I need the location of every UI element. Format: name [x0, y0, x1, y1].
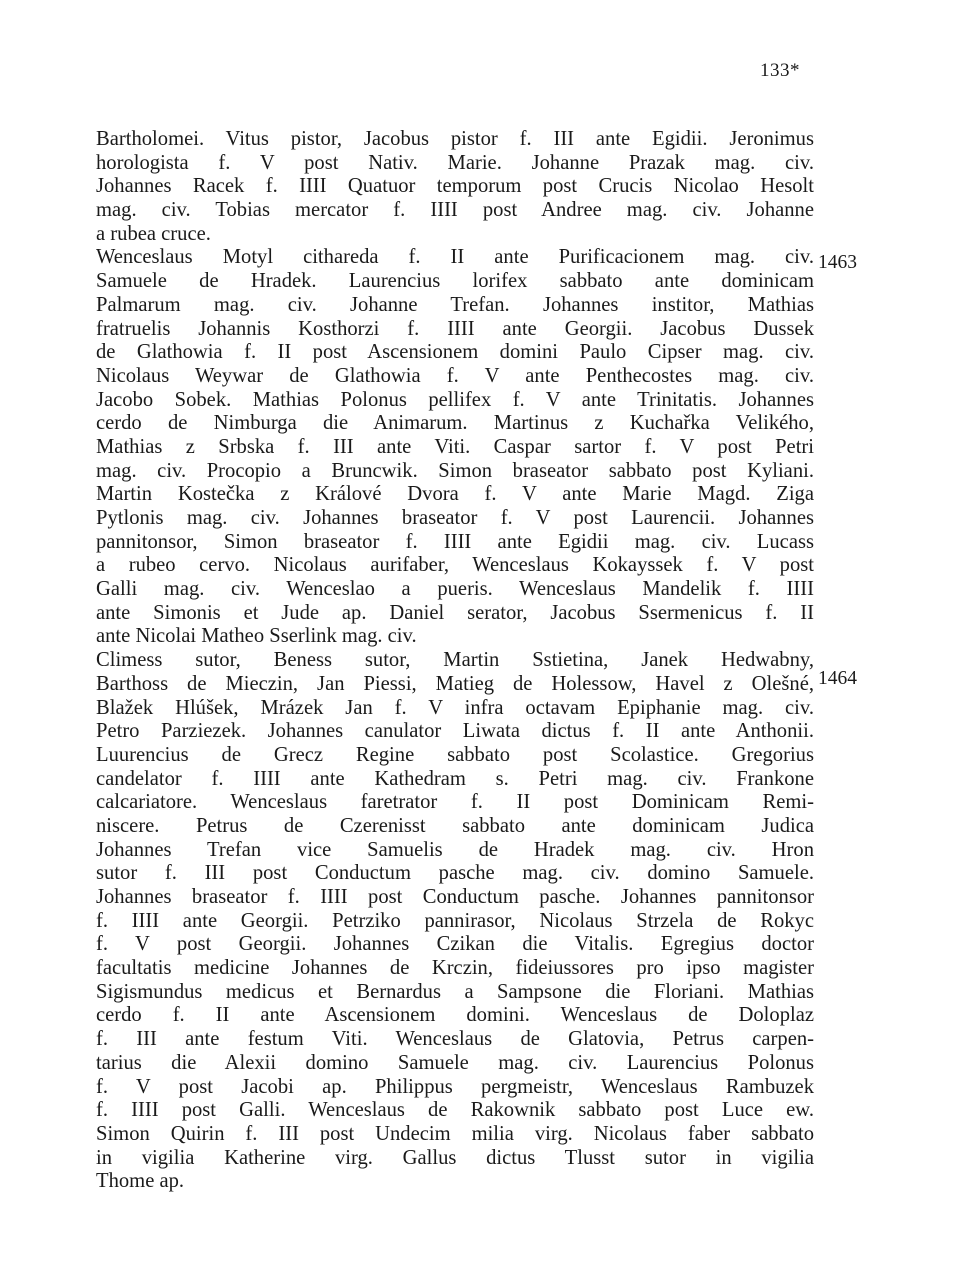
text-line: Johannes Trefan vice Samuelis de Hradek mag. civ. Hron — [96, 838, 814, 861]
text-line: cerdo f. II ante Ascensionem domini. Wenceslaus de Doloplaz — [96, 1004, 814, 1027]
text-line: Luurencius de Grecz Regine sabbato post Scolastice. Gregorius — [96, 743, 814, 766]
text-line: niscere. Petrus de Czerenisst sabbato ante dominicam Judica — [96, 814, 814, 837]
text-line: Palmarum mag. civ. Johanne Trefan. Johannes institor, Mathias — [96, 293, 814, 316]
text-line: Blažek Hlúšek, Mrázek Jan f. V infra octavam Epiphanie mag. civ. — [96, 696, 814, 719]
text-line: ante Nicolai Matheo Sserlink mag. civ. — [96, 625, 417, 648]
text-line: facultatis medicine Johannes de Krczin, fideiussores pro ipso magister — [96, 957, 814, 980]
text-line: f. III ante festum Viti. Wenceslaus de Glatovia, Petrus carpen- — [96, 1028, 814, 1051]
text-line: ante Simonis et Jude ap. Daniel serator, Jacobus Ssermenicus f. II — [96, 601, 814, 624]
text-line: Mathias z Srbska f. III ante Viti. Caspar sartor f. V post Petri — [96, 435, 814, 458]
text-line: Thome ap. — [96, 1170, 185, 1193]
text-line: f. V post Jacobi ap. Philippus pergmeistr, Wenceslaus Rambuzek — [96, 1075, 814, 1098]
text-line: Martin Kostečka z Králové Dvora f. V ante Marie Magd. Ziga — [96, 483, 814, 506]
text-line: mag. civ. Procopio a Bruncwik. Simon braseator sabbato post Kyliani. — [96, 459, 814, 482]
text-line: sutor f. III post Conductum pasche mag. civ. domino Samuele. — [96, 862, 814, 885]
text-line: calcariatore. Wenceslaus faretrator f. II post Dominicam Remi- — [96, 791, 814, 814]
text-line: Galli mag. civ. Wenceslao a pueris. Wenceslaus Mandelik f. IIII — [96, 578, 814, 601]
text-line: Barthoss de Mieczin, Jan Piessi, Matieg de Holessow, Havel z Olešné, — [96, 672, 814, 695]
text-line: de Glathowia f. II post Ascensionem domini Paulo Cipser mag. civ. — [96, 341, 814, 364]
text-line: Johannes braseator f. IIII post Conductum pasche. Johannes pannitonsor — [96, 886, 814, 908]
text-line: Petro Parziezek. Johannes canulator Liwata dictus f. II ante Anthonii. — [96, 720, 814, 743]
text-line: mag. civ. Tobias mercator f. IIII post Andree mag. civ. Johanne — [96, 199, 814, 222]
text-body — [96, 128, 814, 1194]
text-line: cerdo de Nimburga die Animarum. Martinus z Kuchařka Velikého, — [96, 412, 814, 435]
text-line: in vigilia Katherine virg. Gallus dictus Tlusst sutor in vigilia — [96, 1146, 814, 1169]
text-line: fratruelis Johannis Kosthorzi f. IIII ante Georgii. Jacobus Dussek — [96, 317, 814, 340]
text-line: Simon Quirin f. III post Undecim milia virg. Nicolaus faber sabbato — [96, 1122, 814, 1145]
text-line: f. IIII ante Georgii. Petrziko pannirasor, Nicolaus Strzela de Rokyc — [96, 909, 814, 932]
margin-year: 1463 — [818, 251, 857, 273]
text-line: Wenceslaus Motyl cithareda f. II ante Purificacionem mag. civ. — [96, 246, 814, 269]
text-line: a rubea cruce. — [96, 222, 211, 245]
text-line: pannitonsor, Simon braseator f. IIII ante Egidii mag. civ. Lucass — [96, 530, 814, 553]
text-line: Bartholomei. Vitus pistor, Jacobus pistor f. III ante Egidii. Jeronimus — [96, 128, 814, 150]
text-line: f. V post Georgii. Johannes Czikan die Vitalis. Egregius doctor — [96, 933, 814, 956]
text-line: Johannes Racek f. IIII Quatuor temporum post Crucis Nicolao Hesolt — [96, 175, 814, 198]
text-line: Samuele de Hradek. Laurencius lorifex sabbato ante dominicam — [96, 270, 814, 293]
text-line: tarius die Alexii domino Samuele mag. civ. Laurencius Polonus — [96, 1051, 814, 1074]
text-line: candelator f. IIII ante Kathedram s. Petri mag. civ. Frankone — [96, 767, 814, 790]
text-line: a rubeo cervo. Nicolaus aurifaber, Wenceslaus Kokayssek f. V post — [96, 554, 814, 577]
text-line: f. IIII post Galli. Wenceslaus de Rakownik sabbato post Luce ew. — [96, 1099, 814, 1122]
page-number: 133* — [760, 60, 800, 81]
text-line: Sigismundus medicus et Bernardus a Sampsone die Floriani. Mathias — [96, 980, 814, 1003]
text-line: Nicolaus Weywar de Glathowia f. V ante Penthecostes mag. civ. — [96, 364, 814, 387]
text-line: Climess sutor, Beness sutor, Martin Sstietina, Janek Hedwabny, — [96, 649, 814, 672]
text-line: Pytlonis mag. civ. Johannes braseator f. V post Laurencii. Johannes — [96, 507, 814, 529]
text-line: horologista f. V post Nativ. Marie. Johanne Prazak mag. civ. — [96, 151, 814, 174]
text-line: Jacobo Sobek. Mathias Polonus pellifex f. V ante Trinitatis. Johannes — [96, 388, 814, 411]
margin-year: 1464 — [818, 668, 857, 690]
